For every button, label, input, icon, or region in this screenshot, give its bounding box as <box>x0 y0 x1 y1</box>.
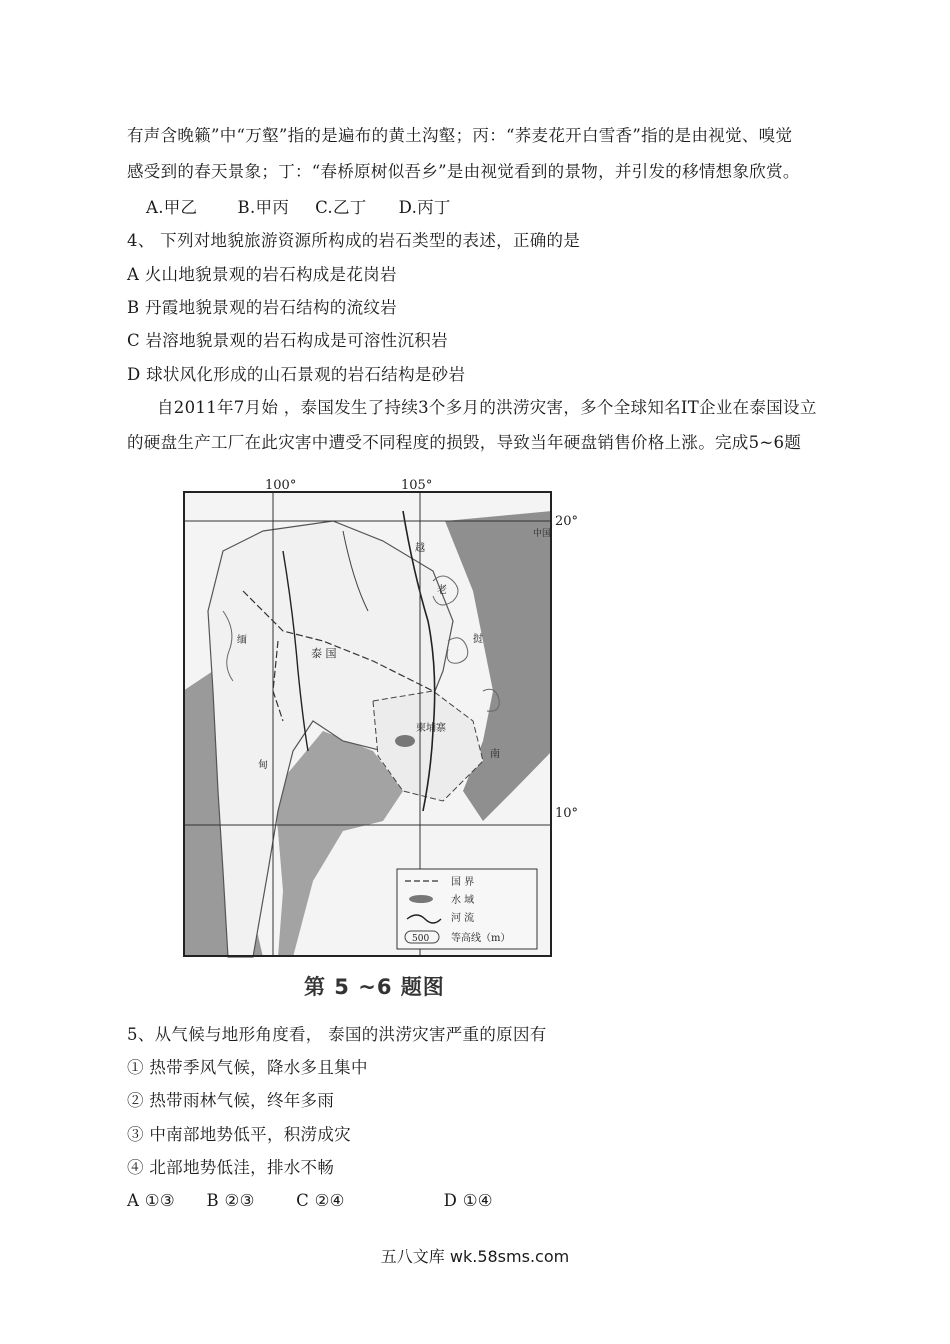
legend-border-label: 国 界 <box>451 877 475 888</box>
lat-label-20: 20° <box>555 514 579 529</box>
lon-label-100: 100° <box>265 478 297 493</box>
q5-item-4: ④ 北部地势低洼，排水不畅 <box>127 1158 335 1177</box>
thailand-map-figure <box>183 478 579 957</box>
q5-item-1: ① 热带季风气候，降水多且集中 <box>127 1058 368 1077</box>
q4-option-a[interactable]: A 火山地貌景观的岩石构成是花岗岩 <box>127 265 397 284</box>
q4-option-d[interactable]: D 球状风化形成的山石景观的岩石结构是砂岩 <box>127 365 466 384</box>
legend-river-label: 河 流 <box>451 913 475 924</box>
label-myanmar-2: 甸 <box>258 760 268 771</box>
passage-line-1: 自2011年7月始 ，泰国发生了持续3个多月的洪涝灾害，多个全球知名IT企业在泰国设立 <box>157 398 817 417</box>
map-svg <box>183 478 579 957</box>
q3-text-line-2: 感受到的春天景象；丁：“春桥原树似吾乡”是由视觉看到的景物，并引发的移情想象欣赏。 <box>127 162 800 181</box>
map-legend <box>397 869 537 949</box>
q5-options <box>127 1190 493 1212</box>
lat-label-10: 10° <box>555 806 579 821</box>
label-myanmar: 缅 <box>237 635 247 646</box>
q5-option-b[interactable]: B ②③ <box>206 1191 255 1210</box>
label-laos: 老 <box>437 585 447 596</box>
q3-option-b[interactable]: B.甲丙 <box>237 198 290 217</box>
lon-label-105: 105° <box>401 478 433 493</box>
q5-item-3: ③ 中南部地势低平，积涝成灾 <box>127 1125 351 1144</box>
label-vietnam-mid: 挝 <box>473 634 483 645</box>
label-vietnam-south: 南 <box>490 749 500 760</box>
label-vietnam-top: 越 <box>415 543 425 554</box>
label-china: 中国 <box>533 529 552 539</box>
q3-option-c[interactable]: C.乙丁 <box>315 198 367 217</box>
q3-option-a[interactable]: A.甲乙 <box>146 198 198 217</box>
tonle-sap-lake <box>395 735 415 747</box>
q5-option-a[interactable]: A ①③ <box>127 1191 175 1210</box>
label-thailand: 泰 国 <box>311 647 337 660</box>
q5-option-c[interactable]: C ②④ <box>296 1191 345 1210</box>
legend-water-label: 水 域 <box>451 895 475 906</box>
q4-option-b[interactable]: B 丹霞地貌景观的岩石结构的流纹岩 <box>127 298 397 317</box>
q5-option-d[interactable]: D ①④ <box>443 1191 493 1210</box>
q3-option-d[interactable]: D.丙丁 <box>398 198 451 217</box>
legend-contour-label: 等高线（m） <box>451 933 511 944</box>
map-caption: 第 5 ~6 题图 <box>304 975 445 999</box>
q3-options <box>146 197 451 219</box>
legend-water-symbol <box>409 895 433 903</box>
q5-item-2: ② 热带雨林气候，终年多雨 <box>127 1091 335 1110</box>
legend-contour-value: 500 <box>412 934 430 944</box>
q4-option-c[interactable]: C 岩溶地貌景观的岩石构成是可溶性沉积岩 <box>127 331 448 350</box>
q5-stem: 5、从气候与地形角度看， 泰国的洪涝灾害严重的原因有 <box>127 1025 547 1044</box>
label-cambodia: 柬埔寨 <box>416 723 446 734</box>
q3-text-line-1: 有声含晚籁”中“万壑”指的是遍布的黄土沟壑；丙：“荞麦花开白雪香”指的是由视觉、嗅觉 <box>127 126 793 145</box>
footer-watermark: 五八文库 wk.58sms.com <box>380 1247 570 1266</box>
q4-stem: 4、 下列对地貌旅游资源所构成的岩石类型的表述，正确的是 <box>127 231 581 250</box>
passage-line-2: 的硬盘生产工厂在此灾害中遭受不同程度的损毁，导致当年硬盘销售价格上涨。完成5~6题 <box>127 433 802 452</box>
